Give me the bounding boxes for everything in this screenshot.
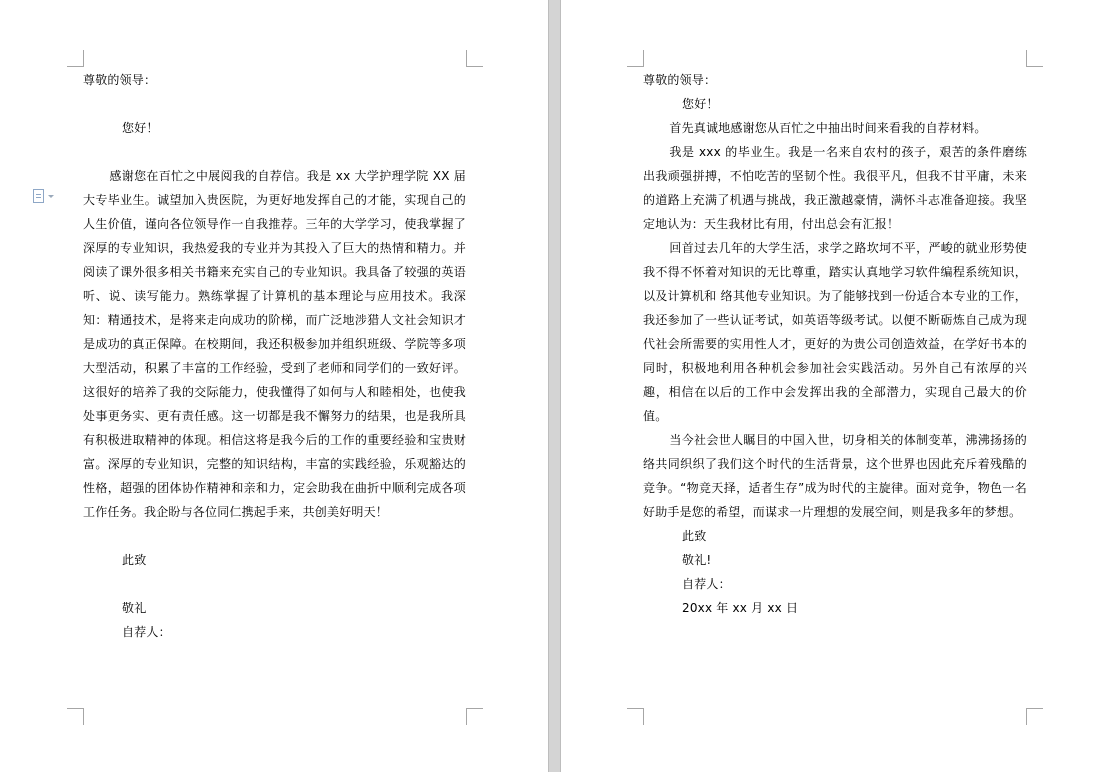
crop-mark-bottom-left — [67, 708, 84, 725]
blank-line — [83, 140, 466, 164]
signature: 自荐人： — [682, 577, 731, 591]
greeting: 您好！ — [122, 121, 159, 135]
crop-mark-bottom-left — [627, 708, 644, 725]
body-paragraph: 感谢您在百忙之中展阅我的自荐信。我是 xx 大学护理学院 XX 届大专毕业生。诚望加入贵医院，为更好地发挥自己的才能，实现自己的人生价值，谨向各位领导作一自我推荐。三年的大学学习，使我掌握了深厚的专业知识，我热爱我的专业并为其投入了巨大的热情和精力。并阅读了课外很多相关书籍来充实自己的专业知识。我具备了较强的英语听、说、读写能力。熟练掌握了计算机的基本理论与应用技术。我深知：精通技术，是将来走向成功的阶梯，而广泛地涉猎人文社会知识才是成功的真正保障。在校期间，我还积极参加并组织班级、学院等多项大型活动，积累了丰富的工作经验，受到了老师和同学们的一致好评。这很好的培养了我的交际能力，使我懂得了如何与人和睦相处，也使我处事更务实、更有责任感。这一切都是我不懈努力的结果，也是我所具有积极进取精神的体现。相信这将是我今后的工作的重要经验和宝贵财富。深厚的专业知识，完整的知识结构，丰富的实践经验，乐观豁达的性格，超强的团体协作精神和亲和力，定会助我在曲折中顺利完成各项工作任务。我企盼与各位同仁携起手来，共创美好明天！ — [83, 169, 466, 519]
closing: 此致 — [122, 553, 147, 567]
crop-mark-top-left — [67, 50, 84, 67]
page-1-text[interactable] — [83, 68, 466, 644]
blank-line — [83, 92, 466, 116]
document-glyph-icon — [33, 189, 44, 203]
chevron-down-icon — [48, 195, 54, 198]
page-separator — [548, 0, 561, 772]
paragraph: 当今社会世人瞩目的中国入世，切身相关的体制变革，沸沸扬扬的 络共同织织了我们这个时代的生活背景，这个世界也因此充斥着残酷的竞争。“物竞天择，适者生存”成为时代的主旋律。面对竞争，物色一名好助手是您的希望，而谋求一片理想的发展空间，则是我多年的梦想。 — [643, 433, 1027, 519]
date: 20xx 年 xx 月 xx 日 — [682, 601, 799, 615]
crop-mark-bottom-right — [1026, 708, 1043, 725]
blank-line — [83, 524, 466, 548]
crop-mark-bottom-right — [466, 708, 483, 725]
crop-mark-top-right — [1026, 50, 1043, 67]
regards: 敬礼 — [122, 601, 147, 615]
document-icon[interactable] — [33, 186, 61, 206]
signature: 自荐人： — [122, 625, 171, 639]
crop-mark-top-left — [627, 50, 644, 67]
page-1 — [0, 0, 548, 772]
salutation: 尊敬的领导： — [643, 73, 717, 87]
salutation: 尊敬的领导： — [83, 73, 157, 87]
greeting: 您好！ — [682, 97, 719, 111]
crop-mark-top-right — [466, 50, 483, 67]
paragraph: 我是 xxx 的毕业生。我是一名来自农村的孩子，艰苦的条件磨练出我顽强拼搏，不怕吃苦的坚韧个性。我很平凡，但我不甘平庸，未来的道路上充满了机遇与挑战，我正激越豪情，满怀斗志准备迎接。我坚定地认为：天生我材比有用，付出总会有汇报！ — [643, 145, 1027, 231]
paragraph: 首先真诚地感谢您从百忙之中抽出时间来看我的自荐材料。 — [669, 121, 987, 135]
closing: 此致 — [682, 529, 707, 543]
regards: 敬礼! — [682, 553, 712, 567]
paragraph: 回首过去几年的大学生活，求学之路坎坷不平，严峻的就业形势使我不得不怀着对知识的无比尊重，踏实认真地学习软件编程系统知识，以及计算机和 络其他专业知识。为了能够找到一份适合本专业的工作，我还参加了一些认证考试，如英语等级考试。以便不断砺炼自己成为现代社会所需要的实用性人才，更好的为贵公司创造效益，在学好书本的同时，积极地利用各种机会参加社会实践活动。另外自己有浓厚的兴趣，相信在以后的工作中会发挥出我的全部潜力，实现自己最大的价值。 — [643, 241, 1027, 423]
blank-line — [83, 572, 466, 596]
page-2-text[interactable] — [643, 68, 1027, 620]
